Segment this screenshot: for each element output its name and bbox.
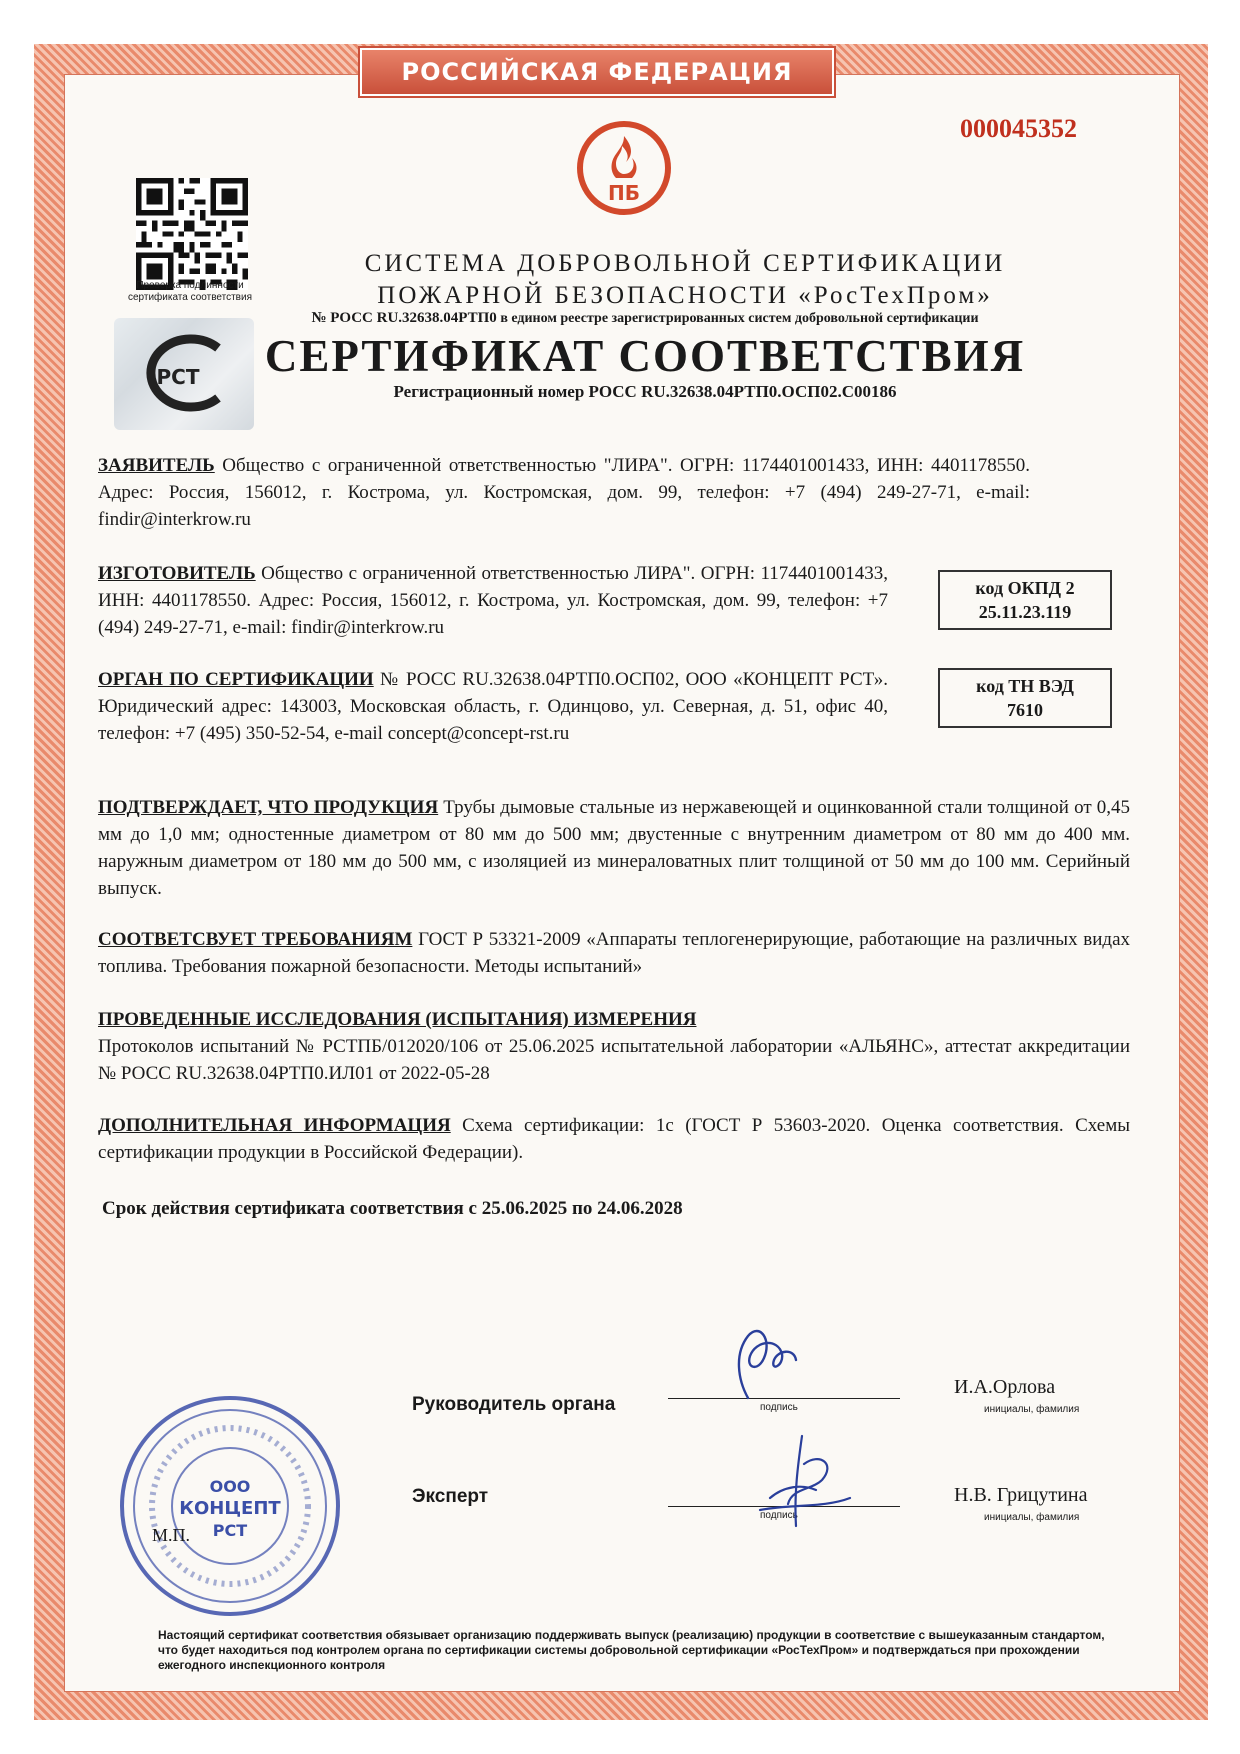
cert-body-text: № РОСС RU.32638.04РТП0.ОСП02, ООО «КОНЦЕПТ РСТ». Юридический адрес: 143003, Московская область, г. Одинцово, ул. Северная, д. 51, офис 40, телефон: +7 (495) 350-52-54, e-mail concept@concept-rst.ru: [98, 669, 889, 744]
tests-text: Протоколов испытаний № РСТПБ/012020/106 от 25.06.2025 испытательной лаборатории «АЛЬЯНС», аттестат аккредитации № РОСС RU.32638.04РТП0.ИЛ01 от 2022-05-28: [98, 1036, 1130, 1084]
requirements-text: ГОСТ Р 53321-2009 «Аппараты теплогенерирующие, работающие на различных видах топлива. Требования пожарной безопасности. Методы испытаний»: [98, 929, 1131, 977]
requirements-section: [98, 926, 1130, 980]
okpd-code-box: [938, 570, 1112, 630]
official-seal-stamp: [114, 1390, 346, 1622]
head-name: И.А.Орлова: [954, 1376, 1056, 1398]
expert-name: Н.В. Грицутина: [954, 1484, 1088, 1506]
additional-label: ДОПОЛНИТЕЛЬНАЯ ИНФОРМАЦИЯ: [98, 1115, 451, 1136]
system-title-line2: ПОЖАРНОЙ БЕЗОПАСНОСТИ «РосТехПром»: [377, 282, 993, 309]
system-title-line1: СИСТЕМА ДОБРОВОЛЬНОЙ СЕРТИФИКАЦИИ: [364, 250, 1006, 277]
certificate-title: СЕРТИФИКАТ СООТВЕТСТВИЯ: [264, 331, 1026, 381]
expert-signature-icon: [740, 1424, 860, 1534]
validity-period: Срок действия сертификата соответствия с 25.06.2025 по 24.06.2028: [102, 1198, 683, 1219]
system-registry-text: в едином реестре зарегистрированных систем добровольной сертификации: [496, 311, 979, 326]
rst-conformity-mark-icon: [118, 326, 250, 420]
stamp-line3: РСТ: [212, 1521, 248, 1540]
applicant-label: ЗАЯВИТЕЛЬ: [98, 455, 215, 476]
system-registry-number: № РОСС RU.32638.04РТП0: [311, 310, 497, 326]
system-registry-line: [240, 310, 1050, 327]
head-signature-hint: подпись: [760, 1402, 798, 1413]
okpd-value: 25.11.23.119: [978, 602, 1072, 622]
head-signature-icon: [708, 1320, 818, 1406]
product-section: [98, 794, 1130, 902]
footer-note: Настоящий сертификат соответствия обязывает организацию поддерживать выпуск (реализацию) продукции в соответствие с вышеуказанным стандартом, что будет находиться под контролем органа по сертификации системы добровольной сертификации «РосТехПром» и подтверждаться при прохождении ежегодного инспекционного контроля: [158, 1628, 1105, 1672]
cert-body-label: ОРГАН ПО СЕРТИФИКАЦИИ: [98, 669, 374, 690]
fire-safety-logo-icon: [576, 120, 672, 216]
tests-label: ПРОВЕДЕННЫЕ ИССЛЕДОВАНИЯ (ИСПЫТАНИЯ) ИЗМЕРЕНИЯ: [98, 1009, 697, 1030]
expert-name-hint: инициалы, фамилия: [984, 1512, 1080, 1523]
cert-body-section: [98, 666, 888, 747]
head-name-hint: инициалы, фамилия: [984, 1404, 1080, 1415]
registration-number: Регистрационный номер РОСС RU.32638.04РТП0.ОСП02.С00186: [393, 382, 897, 401]
qr-code-icon[interactable]: [136, 178, 248, 290]
stamp-line1: ООО: [209, 1477, 251, 1496]
expert-signature-hint: подпись: [760, 1510, 798, 1521]
country-banner: РОССИЙСКАЯ ФЕДЕРАЦИЯ: [360, 48, 834, 96]
rst-mark-text: РСТ: [156, 365, 200, 389]
expert-signature-label: Эксперт: [412, 1486, 489, 1507]
applicant-text: Общество с ограниченной ответственностью "ЛИРА". ОГРН: 1174401001433, ИНН: 4401178550. Адрес: Россия, 156012, г. Кострома, ул. Костромская, дом. 99, телефон: +7 (494) 249-27-71, e-mail: findir@interkrow.ru: [98, 455, 1030, 530]
product-text: Трубы дымовые стальные из нержавеющей и оцинкованной стали толщиной от 0,45 мм до 1,0 мм; одностенные диаметром от 80 мм до 500 мм; двустенные с внутренним диаметром от 80 мм до 400 мм. наружным диаметром от 180 мм до 500 мм, с изоляцией из минераловатных плит толщиной от 50 мм до 100 мм. Серийный выпуск.: [98, 797, 1130, 899]
head-signature-label: Руководитель органа: [412, 1394, 616, 1415]
tnved-value: 7610: [1007, 700, 1043, 720]
product-label: ПОДТВЕРЖДАЕТ, ЧТО ПРОДУКЦИЯ: [98, 797, 439, 818]
additional-text: Схема сертификации: 1с (ГОСТ Р 53603-2020. Оценка соответствия. Схемы сертификации продукции в Российской Федерации).: [98, 1115, 1131, 1163]
additional-section: [98, 1112, 1130, 1166]
qr-caption: Проверка подлинности сертификата соответствия: [127, 280, 252, 303]
logo-text: ПБ: [608, 181, 640, 205]
manufacturer-label: ИЗГОТОВИТЕЛЬ: [98, 563, 256, 584]
manufacturer-text: Общество с ограниченной ответственностью ЛИРА". ОГРН: 1174401001433, ИНН: 4401178550. Адрес: Россия, 156012, г. Кострома, ул. Костромская, дом. 99, телефон: +7 (494) 249-27-71, e-mail: findir@interkrow.ru: [98, 563, 888, 638]
tnved-code-box: [938, 668, 1112, 728]
seal-place-label: М.П.: [152, 1525, 191, 1545]
applicant-section: [98, 452, 1030, 533]
serial-number: 000045352: [960, 114, 1077, 143]
okpd-label: код ОКПД 2: [975, 578, 1075, 598]
stamp-line2: КОНЦЕПТ: [179, 1498, 281, 1519]
requirements-label: СООТВЕТСВУЕТ ТРЕБОВАНИЯМ: [98, 929, 413, 950]
tests-section: [98, 1006, 1130, 1087]
tnved-label: код ТН ВЭД: [976, 676, 1074, 696]
manufacturer-section: [98, 560, 888, 641]
